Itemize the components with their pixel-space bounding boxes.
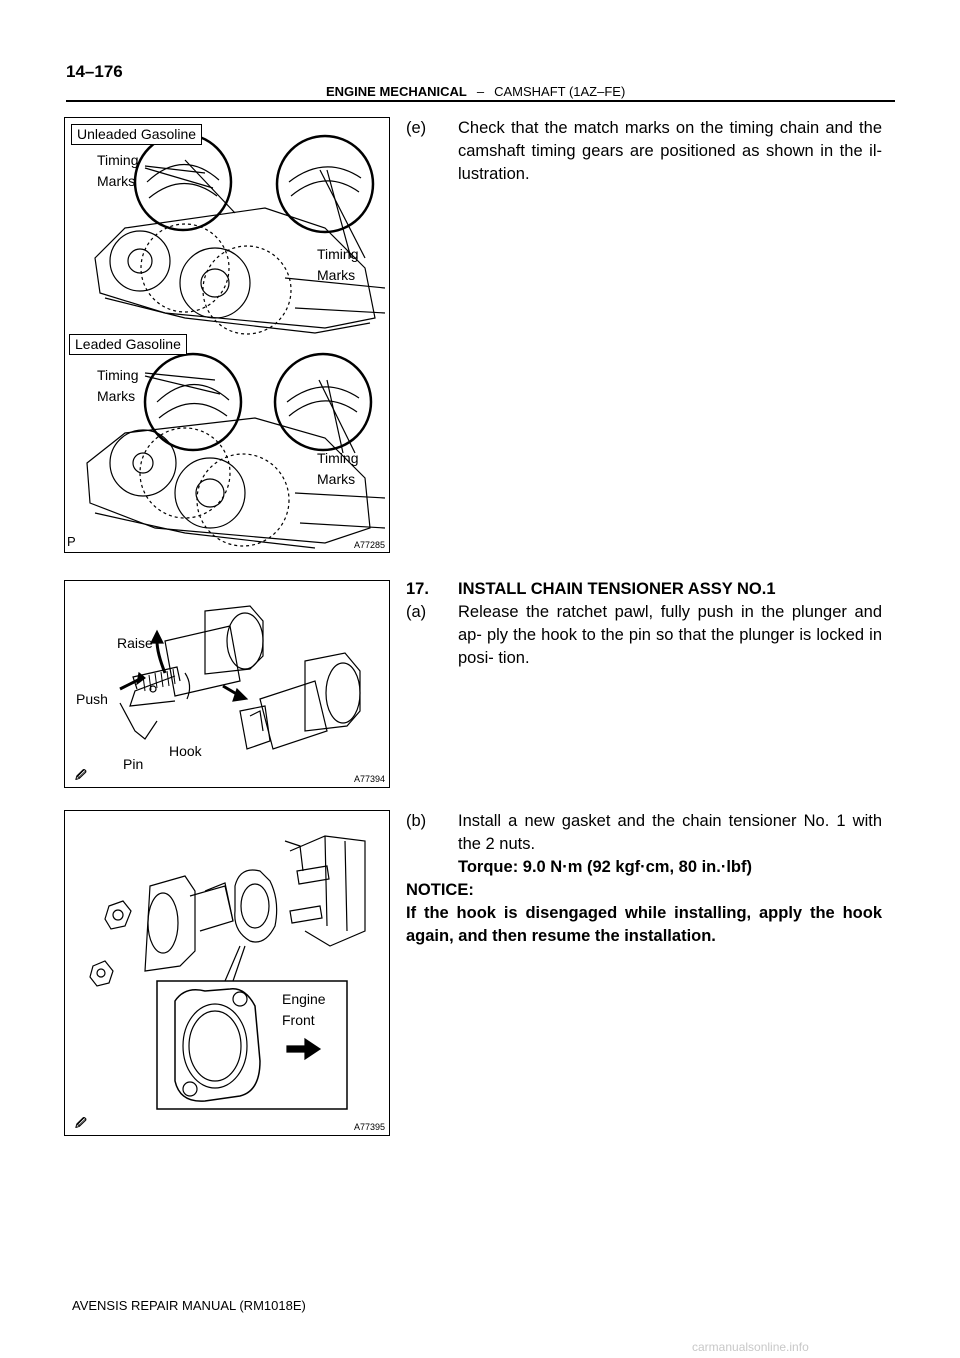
- step-17-marker: 17.: [406, 580, 429, 598]
- chain-tensioner-illustration: [65, 581, 389, 787]
- label-raise: Raise: [117, 635, 153, 651]
- figure-id: A77394: [353, 774, 385, 784]
- label-engine-front: [282, 989, 326, 1031]
- watermark: carmanualsonline.info: [692, 1340, 809, 1354]
- header-rule: [66, 100, 895, 102]
- figure-timing-marks: [64, 117, 390, 553]
- figure-chain-tensioner: [64, 580, 390, 788]
- figure-id: A77285: [353, 540, 385, 550]
- step-a-text: Release the ratchet pawl, fully push in the plunger and ap- ply the hook to the pin so that the plunger is locked in posi- tion.: [458, 603, 882, 667]
- label-timing-marks-3-line1: Timing: [97, 367, 139, 383]
- label-timing-marks-1: [97, 150, 139, 192]
- header-subsection: CAMSHAFT (1AZ–FE): [494, 84, 626, 99]
- figure-gasket-install: [64, 810, 390, 1136]
- label-timing-marks-2: [317, 244, 359, 286]
- gasket-install-illustration: [65, 811, 389, 1135]
- step-e-marker: (e): [406, 119, 427, 137]
- step-17-heading: INSTALL CHAIN TENSIONER ASSY NO.1: [458, 580, 776, 598]
- label-timing-marks-3-line2: Marks: [97, 388, 136, 404]
- step-b-marker: (b): [406, 812, 427, 830]
- label-pin: Pin: [123, 756, 144, 772]
- label-engine-front-line2: Front: [282, 1012, 315, 1028]
- notice-title: NOTICE:: [406, 881, 474, 899]
- label-timing-marks-2-line2: Marks: [317, 267, 356, 283]
- page-number: 14–176: [66, 62, 123, 81]
- label-unleaded-gasoline: Unleaded Gasoline: [71, 124, 202, 145]
- torque-spec: Torque: 9.0 N·m (92 kgf·cm, 80 in.·lbf): [458, 858, 752, 876]
- label-timing-marks-2-line1: Timing: [317, 246, 359, 262]
- figure-id: A77395: [353, 1122, 385, 1132]
- label-timing-marks-1-line1: Timing: [97, 152, 139, 168]
- notice-text: If the hook is disengaged while installing, apply the hook again, and then resume the installation.: [406, 904, 882, 945]
- figure-corner-mark: P: [67, 534, 76, 549]
- step-b-instruction: Install a new gasket and the chain tensioner No. 1 with the 2 nuts.: [458, 812, 882, 853]
- label-timing-marks-4: [317, 448, 359, 490]
- page-header-title: [326, 84, 625, 99]
- label-hook: Hook: [169, 743, 202, 759]
- label-engine-front-line1: Engine: [282, 991, 326, 1007]
- step-b-text: [458, 810, 882, 879]
- step-a-marker: (a): [406, 603, 427, 621]
- figure-corner-icon: 🖉: [75, 770, 87, 782]
- label-timing-marks-3: [97, 365, 139, 407]
- footer-manual-title: AVENSIS REPAIR MANUAL (RM1018E): [72, 1298, 306, 1313]
- label-push: Push: [76, 691, 108, 707]
- step-e-text: Check that the match marks on the timing chain and the camshaft timing gears are positioned as shown in the il- lustration.: [458, 119, 882, 183]
- figure-corner-icon: 🖉: [75, 1118, 87, 1130]
- label-leaded-gasoline: Leaded Gasoline: [69, 334, 187, 355]
- label-timing-marks-4-line1: Timing: [317, 450, 359, 466]
- label-timing-marks-1-line2: Marks: [97, 173, 136, 189]
- header-separator: –: [476, 84, 485, 99]
- header-section: ENGINE MECHANICAL: [326, 84, 467, 99]
- label-timing-marks-4-line2: Marks: [317, 471, 356, 487]
